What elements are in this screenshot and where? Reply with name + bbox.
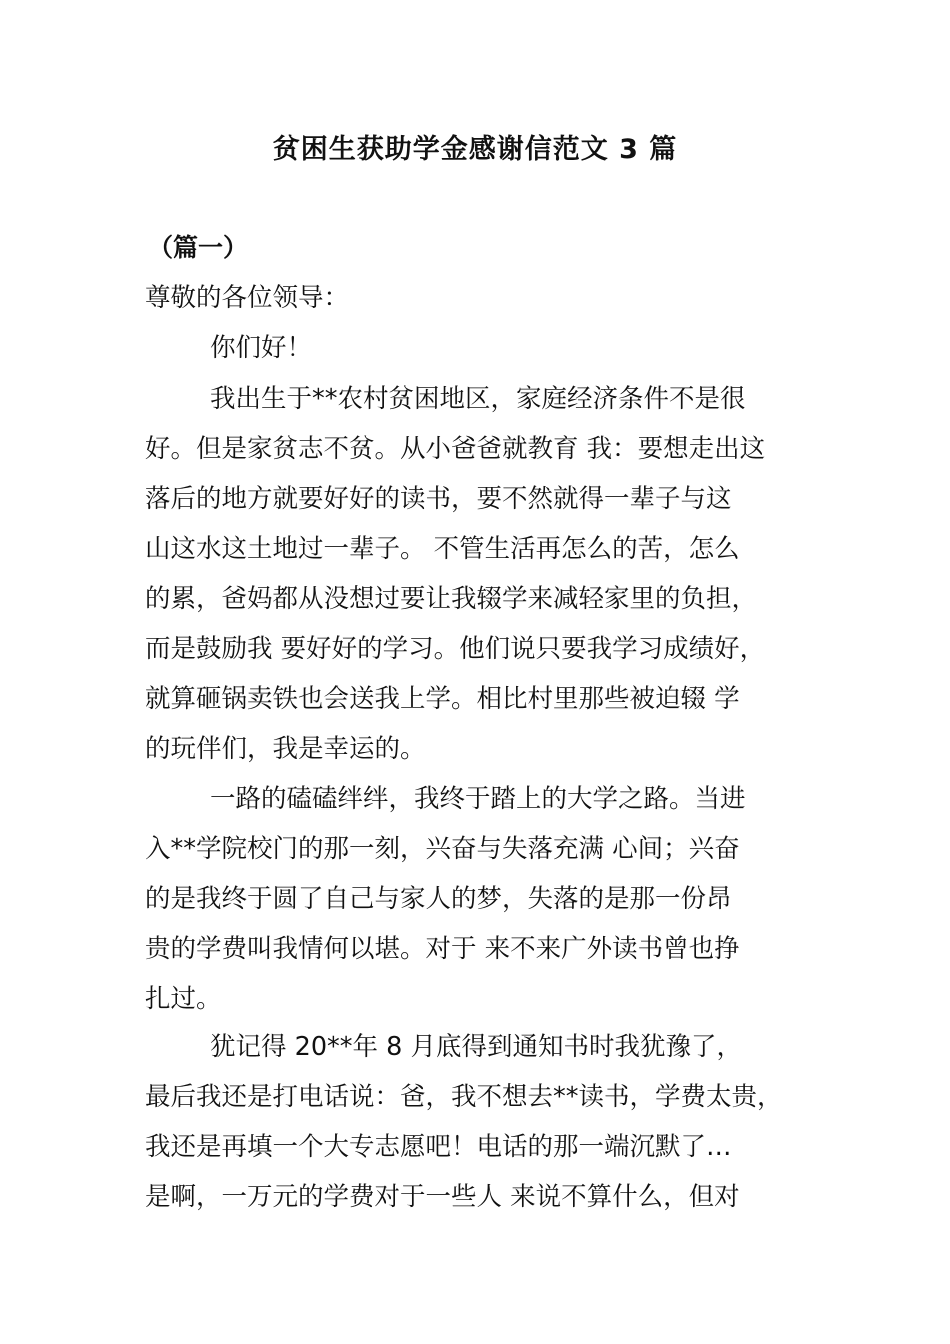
paragraph-line: 最后我还是打电话说：爸，我不想去**读书，学费太贵， <box>145 1082 783 1112</box>
paragraph-line: 扎过。 <box>145 984 222 1014</box>
paragraph-1 <box>145 374 825 774</box>
salutation: 尊敬的各位领导： <box>145 283 350 313</box>
section-label: （篇一） <box>148 233 249 262</box>
paragraph-line: 我出生于**农村贫困地区，家庭经济条件不是很 <box>210 384 746 414</box>
document-title: 贫困生获助学金感谢信范文 3 篇 <box>272 134 678 165</box>
paragraph-line: 是啊，一万元的学费对于一些人 来说不算什么，但对 <box>145 1182 740 1212</box>
greeting: 你们好！ <box>210 333 313 363</box>
paragraph-line: 犹记得 20**年 8 月底得到通知书时我犹豫了， <box>210 1032 742 1062</box>
paragraph-line: 好。但是家贫志不贫。从小爸爸就教育 我：要想走出这 <box>145 434 766 464</box>
paragraph-line: 的累，爸妈都从没想过要让我辍学来减轻家里的负担， <box>145 584 758 614</box>
paragraph-line: 的玩伴们，我是幸运的。 <box>145 734 426 764</box>
salutation-block <box>145 273 825 373</box>
paragraph-line: 一路的磕磕绊绊，我终于踏上的大学之路。当进 <box>210 784 746 814</box>
paragraph-line: 山这水这土地过一辈子。 不管生活再怎么的苦，怎么 <box>145 534 740 564</box>
paragraph-line: 我还是再填一个大专志愿吧！电话的那一端沉默了… <box>145 1132 732 1162</box>
paragraph-line: 贵的学费叫我情何以堪。对于 来不来广外读书曾也挣 <box>145 934 740 964</box>
paragraph-line: 就算砸锅卖铁也会送我上学。相比村里那些被迫辍 学 <box>145 684 740 714</box>
paragraph-3 <box>145 1022 825 1222</box>
paragraph-line: 落后的地方就要好好的读书，要不然就得一辈子与这 <box>145 484 732 514</box>
paragraph-line: 入**学院校门的那一刻，兴奋与失落充满 心间；兴奋 <box>145 834 740 864</box>
paragraph-line: 而是鼓励我 要好好的学习。他们说只要我学习成绩好， <box>145 634 766 664</box>
paragraph-line: 的是我终于圆了自己与家人的梦，失落的是那一份昂 <box>145 884 732 914</box>
paragraph-2 <box>145 774 825 1024</box>
